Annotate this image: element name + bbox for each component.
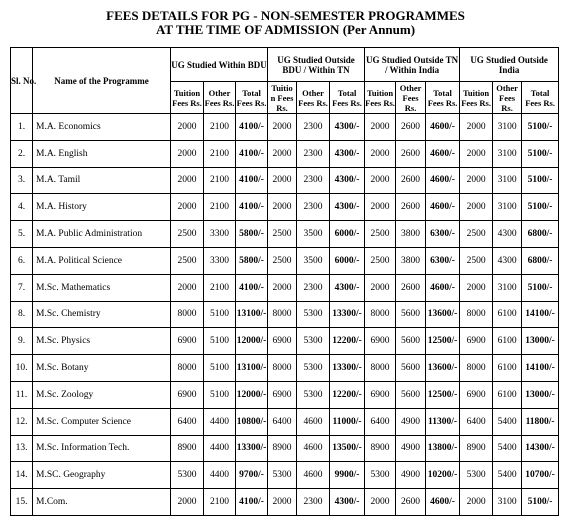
programme-name-cell: M.SC. Geography (33, 462, 171, 489)
table-row (11, 140, 559, 167)
fee-cell: 3800 (396, 247, 426, 274)
fee-cell: 5300 (460, 462, 493, 489)
fee-cell: 4400 (204, 408, 236, 435)
table-row (11, 247, 559, 274)
table-row (11, 355, 559, 382)
fee-cell: 8000 (460, 355, 493, 382)
total-fee-cell: 5800/- (236, 221, 268, 248)
total-fee-cell: 10800/- (236, 408, 268, 435)
total-fee-cell: 4300/- (330, 114, 365, 141)
fee-cell: 3300 (204, 221, 236, 248)
fee-cell: 8000 (365, 355, 396, 382)
sl-no-cell: 14. (11, 462, 33, 489)
total-fee-cell: 6800/- (522, 247, 559, 274)
programme-name-cell: M.A. Public Administration (33, 221, 171, 248)
fee-cell: 6100 (493, 301, 522, 328)
total-fee-cell: 4100/- (236, 274, 268, 301)
fee-cell: 3300 (204, 247, 236, 274)
fee-cell: 2000 (171, 140, 204, 167)
total-fee-cell: 12200/- (330, 381, 365, 408)
total-fee-cell: 12500/- (426, 381, 460, 408)
fee-cell: 8000 (268, 355, 297, 382)
fee-cell: 5300 (297, 328, 330, 355)
fee-cell: 2600 (396, 167, 426, 194)
fee-cell: 2500 (365, 221, 396, 248)
total-fee-cell: 13600/- (426, 301, 460, 328)
fee-cell: 8900 (365, 435, 396, 462)
fee-cell: 2000 (171, 167, 204, 194)
fee-cell: 2100 (204, 194, 236, 221)
total-fee-cell: 4300/- (330, 167, 365, 194)
fee-cell: 2000 (365, 167, 396, 194)
header-total-fees: Total Fees Rs. (522, 82, 559, 114)
fee-cell: 2300 (297, 274, 330, 301)
total-fee-cell: 11300/- (426, 408, 460, 435)
total-fee-cell: 13300/- (330, 301, 365, 328)
total-fee-cell: 11000/- (330, 408, 365, 435)
fee-cell: 3100 (493, 274, 522, 301)
fee-cell: 2600 (396, 114, 426, 141)
fee-cell: 3100 (493, 489, 522, 516)
fee-cell: 5100 (204, 301, 236, 328)
programme-name-cell: M.A. Economics (33, 114, 171, 141)
total-fee-cell: 5100/- (522, 194, 559, 221)
table-row (11, 328, 559, 355)
fee-cell: 2000 (460, 194, 493, 221)
total-fee-cell: 4100/- (236, 194, 268, 221)
total-fee-cell: 11800/- (522, 408, 559, 435)
fee-cell: 2000 (171, 274, 204, 301)
total-fee-cell: 5100/- (522, 489, 559, 516)
fee-cell: 5300 (297, 355, 330, 382)
total-fee-cell: 13100/- (236, 301, 268, 328)
total-fee-cell: 4600/- (426, 140, 460, 167)
sl-no-cell: 10. (11, 355, 33, 382)
fee-cell: 2100 (204, 140, 236, 167)
programme-name-cell: M.A. Political Science (33, 247, 171, 274)
fee-cell: 5100 (204, 328, 236, 355)
fee-cell: 2000 (460, 140, 493, 167)
header-total-fees: Total Fees Rs. (330, 82, 365, 114)
programme-name-cell: M.Sc. Botany (33, 355, 171, 382)
fee-cell: 2500 (171, 221, 204, 248)
fee-cell: 6100 (493, 328, 522, 355)
fee-cell: 5300 (297, 381, 330, 408)
programme-name-cell: M.Com. (33, 489, 171, 516)
table-row (11, 167, 559, 194)
header-other-fees: Other Fees Rs. (204, 82, 236, 114)
table-row (11, 462, 559, 489)
total-fee-cell: 13000/- (522, 381, 559, 408)
fee-cell: 2000 (268, 140, 297, 167)
total-fee-cell: 6300/- (426, 247, 460, 274)
header-group-outside-bdu: UG Studied Outside BDU / Within TN (268, 48, 365, 82)
total-fee-cell: 5100/- (522, 274, 559, 301)
header-total-fees: Total Fees Rs. (426, 82, 460, 114)
header-group-outside-india: UG Studied Outside India (460, 48, 559, 82)
fee-cell: 4900 (396, 408, 426, 435)
total-fee-cell: 13500/- (330, 435, 365, 462)
header-tuition-fees: Tuition Fees Rs. (460, 82, 493, 114)
total-fee-cell: 5100/- (522, 140, 559, 167)
fee-cell: 5100 (204, 381, 236, 408)
sl-no-cell: 8. (11, 301, 33, 328)
total-fee-cell: 5100/- (522, 167, 559, 194)
total-fee-cell: 13300/- (236, 435, 268, 462)
fee-cell: 5600 (396, 328, 426, 355)
fee-cell: 6400 (268, 408, 297, 435)
fee-cell: 3100 (493, 140, 522, 167)
fee-cell: 8900 (268, 435, 297, 462)
fee-cell: 8900 (460, 435, 493, 462)
total-fee-cell: 4600/- (426, 114, 460, 141)
fee-cell: 5600 (396, 355, 426, 382)
sl-no-cell: 11. (11, 381, 33, 408)
fee-cell: 2300 (297, 140, 330, 167)
fee-cell: 2100 (204, 489, 236, 516)
fee-cell: 3800 (396, 221, 426, 248)
fee-cell: 6900 (171, 381, 204, 408)
fee-cell: 2000 (171, 489, 204, 516)
sl-no-cell: 12. (11, 408, 33, 435)
fee-cell: 2300 (297, 114, 330, 141)
fee-cell: 8900 (171, 435, 204, 462)
fee-cell: 2000 (171, 194, 204, 221)
fee-cell: 5300 (268, 462, 297, 489)
table-row (11, 301, 559, 328)
total-fee-cell: 4300/- (330, 140, 365, 167)
total-fee-cell: 12200/- (330, 328, 365, 355)
programme-name-cell: M.Sc. Chemistry (33, 301, 171, 328)
fee-cell: 5400 (493, 462, 522, 489)
total-fee-cell: 4600/- (426, 194, 460, 221)
fee-cell: 6100 (493, 381, 522, 408)
header-other-fees: Other Fees Rs. (493, 82, 522, 114)
total-fee-cell: 6300/- (426, 221, 460, 248)
fee-cell: 6900 (171, 328, 204, 355)
fee-cell: 6900 (365, 381, 396, 408)
fee-cell: 5600 (396, 381, 426, 408)
fee-cell: 8000 (171, 301, 204, 328)
header-tuition-fees: Tuition Fees Rs. (171, 82, 204, 114)
programme-name-cell: M.Sc. Information Tech. (33, 435, 171, 462)
fee-cell: 8000 (268, 301, 297, 328)
fee-cell: 5400 (493, 408, 522, 435)
fee-cell: 2500 (268, 247, 297, 274)
header-total-fees: Total Fees Rs. (236, 82, 268, 114)
fee-cell: 6400 (171, 408, 204, 435)
total-fee-cell: 4100/- (236, 114, 268, 141)
total-fee-cell: 9900/- (330, 462, 365, 489)
total-fee-cell: 5800/- (236, 247, 268, 274)
fee-cell: 2500 (365, 247, 396, 274)
programme-name-cell: M.Sc. Mathematics (33, 274, 171, 301)
header-other-fees: Other Fees Rs. (297, 82, 330, 114)
fee-cell: 5600 (396, 301, 426, 328)
fees-table-body (11, 114, 559, 516)
header-sl-no: Sl. No. (11, 48, 33, 114)
fee-cell: 2100 (204, 167, 236, 194)
header-other-fees: Other Fees Rs. (396, 82, 426, 114)
table-row (11, 274, 559, 301)
total-fee-cell: 4300/- (330, 274, 365, 301)
fee-cell: 4600 (297, 462, 330, 489)
fee-cell: 4300 (493, 247, 522, 274)
total-fee-cell: 6000/- (330, 221, 365, 248)
fee-cell: 6900 (268, 381, 297, 408)
fee-cell: 2500 (171, 247, 204, 274)
total-fee-cell: 10700/- (522, 462, 559, 489)
fee-cell: 8000 (365, 301, 396, 328)
table-row (11, 435, 559, 462)
programme-name-cell: M.A. History (33, 194, 171, 221)
total-fee-cell: 14100/- (522, 301, 559, 328)
sl-no-cell: 13. (11, 435, 33, 462)
table-row (11, 194, 559, 221)
fee-cell: 2000 (365, 489, 396, 516)
header-programme: Name of the Programme (33, 48, 171, 114)
fee-cell: 2300 (297, 489, 330, 516)
table-row (11, 489, 559, 516)
sl-no-cell: 3. (11, 167, 33, 194)
fee-cell: 4900 (396, 435, 426, 462)
fee-cell: 6900 (268, 328, 297, 355)
table-row (11, 221, 559, 248)
fee-cell: 6400 (365, 408, 396, 435)
total-fee-cell: 13600/- (426, 355, 460, 382)
fee-cell: 2100 (204, 114, 236, 141)
document-title-line1: FEES DETAILS FOR PG - NON-SEMESTER PROGRAMMES (106, 8, 465, 23)
fee-cell: 5300 (365, 462, 396, 489)
fee-cell: 4900 (396, 462, 426, 489)
table-row (11, 408, 559, 435)
programme-name-cell: M.Sc. Computer Science (33, 408, 171, 435)
fees-table (10, 47, 559, 516)
fee-cell: 2300 (297, 167, 330, 194)
fee-cell: 2000 (460, 274, 493, 301)
programme-name-cell: M.A. Tamil (33, 167, 171, 194)
total-fee-cell: 13800/- (426, 435, 460, 462)
sl-no-cell: 5. (11, 221, 33, 248)
sl-no-cell: 15. (11, 489, 33, 516)
fee-cell: 2500 (460, 221, 493, 248)
fee-cell: 4300 (493, 221, 522, 248)
total-fee-cell: 4600/- (426, 489, 460, 516)
fee-cell: 2000 (268, 167, 297, 194)
fee-cell: 2000 (268, 194, 297, 221)
fee-cell: 3500 (297, 221, 330, 248)
fee-cell: 2000 (460, 489, 493, 516)
fee-cell: 2000 (365, 194, 396, 221)
fee-cell: 2500 (268, 221, 297, 248)
fee-cell: 6400 (460, 408, 493, 435)
fee-cell: 3100 (493, 167, 522, 194)
total-fee-cell: 4600/- (426, 274, 460, 301)
total-fee-cell: 10200/- (426, 462, 460, 489)
programme-name-cell: M.Sc. Zoology (33, 381, 171, 408)
total-fee-cell: 6000/- (330, 247, 365, 274)
fee-cell: 4400 (204, 435, 236, 462)
table-row (11, 381, 559, 408)
total-fee-cell: 14300/- (522, 435, 559, 462)
header-tuition-fees: Tuition Fees Rs. (365, 82, 396, 114)
total-fee-cell: 13000/- (522, 328, 559, 355)
fee-cell: 2000 (365, 114, 396, 141)
table-row (11, 114, 559, 141)
sl-no-cell: 7. (11, 274, 33, 301)
total-fee-cell: 5100/- (522, 114, 559, 141)
total-fee-cell: 9700/- (236, 462, 268, 489)
fee-cell: 2000 (460, 167, 493, 194)
fee-cell: 6900 (460, 328, 493, 355)
fee-cell: 8000 (460, 301, 493, 328)
fee-cell: 2600 (396, 140, 426, 167)
fee-cell: 2600 (396, 274, 426, 301)
fee-cell: 3100 (493, 114, 522, 141)
fee-cell: 6900 (460, 381, 493, 408)
fee-cell: 2600 (396, 489, 426, 516)
total-fee-cell: 4300/- (330, 194, 365, 221)
fee-cell: 2500 (460, 247, 493, 274)
header-group-within-bdu: UG Studied Within BDU (171, 48, 268, 82)
fee-cell: 2000 (268, 489, 297, 516)
total-fee-cell: 6800/- (522, 221, 559, 248)
fee-cell: 6900 (365, 328, 396, 355)
total-fee-cell: 12000/- (236, 328, 268, 355)
total-fee-cell: 4100/- (236, 140, 268, 167)
fee-cell: 3100 (493, 194, 522, 221)
total-fee-cell: 13100/- (236, 355, 268, 382)
total-fee-cell: 12000/- (236, 381, 268, 408)
fee-cell: 5300 (171, 462, 204, 489)
sl-no-cell: 2. (11, 140, 33, 167)
fee-cell: 2000 (268, 274, 297, 301)
fee-cell: 2600 (396, 194, 426, 221)
fee-cell: 2300 (297, 194, 330, 221)
fee-cell: 2000 (268, 114, 297, 141)
fee-cell: 4600 (297, 435, 330, 462)
fee-cell: 5100 (204, 355, 236, 382)
fee-cell: 4600 (297, 408, 330, 435)
fee-cell: 2000 (171, 114, 204, 141)
sl-no-cell: 1. (11, 114, 33, 141)
fee-cell: 8000 (171, 355, 204, 382)
fee-cell: 2000 (365, 140, 396, 167)
header-group-outside-tn: UG Studied Outside TN / Within India (365, 48, 460, 82)
fee-cell: 4400 (204, 462, 236, 489)
sl-no-cell: 6. (11, 247, 33, 274)
fee-cell: 2100 (204, 274, 236, 301)
total-fee-cell: 12500/- (426, 328, 460, 355)
fee-cell: 6100 (493, 355, 522, 382)
fee-cell: 2000 (365, 274, 396, 301)
total-fee-cell: 4100/- (236, 167, 268, 194)
fee-cell: 5400 (493, 435, 522, 462)
programme-name-cell: M.A. English (33, 140, 171, 167)
fee-cell: 2000 (460, 114, 493, 141)
total-fee-cell: 4100/- (236, 489, 268, 516)
header-tuition-fees: Tuitio n Fees Rs. (268, 82, 297, 114)
total-fee-cell: 4600/- (426, 167, 460, 194)
total-fee-cell: 13300/- (330, 355, 365, 382)
total-fee-cell: 4300/- (330, 489, 365, 516)
fee-cell: 3500 (297, 247, 330, 274)
sl-no-cell: 4. (11, 194, 33, 221)
fee-cell: 5300 (297, 301, 330, 328)
document-title-line2: AT THE TIME OF ADMISSION (Per Annum) (155, 22, 416, 37)
sl-no-cell: 9. (11, 328, 33, 355)
total-fee-cell: 14100/- (522, 355, 559, 382)
programme-name-cell: M.Sc. Physics (33, 328, 171, 355)
